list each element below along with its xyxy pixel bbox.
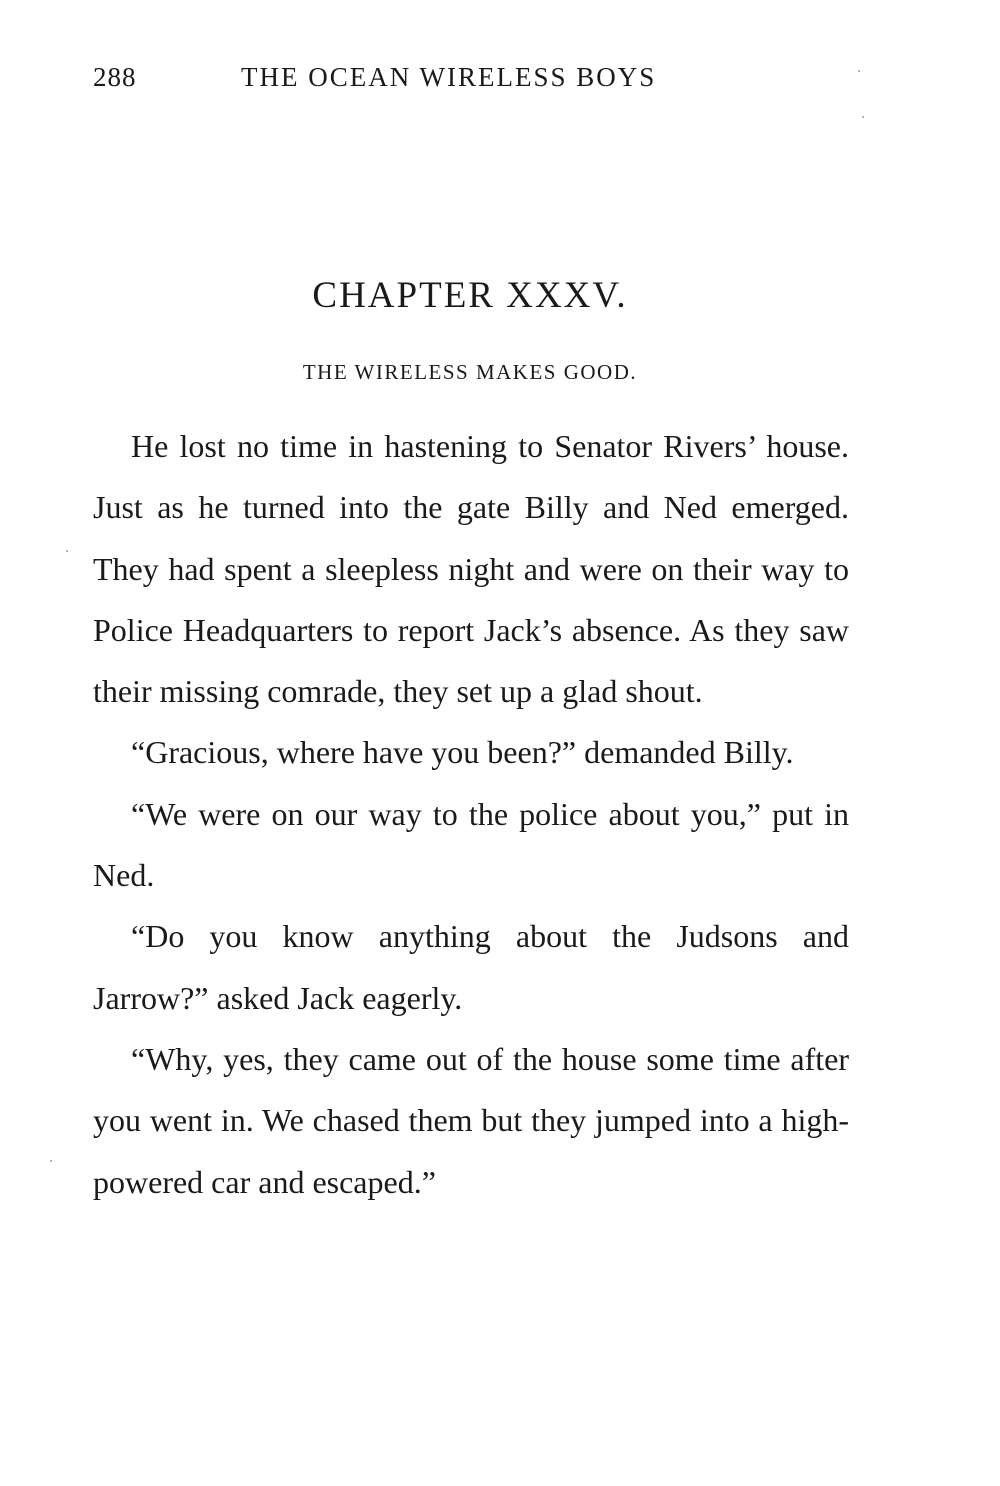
paragraph: “Do you know anything about the Judsons and Jarrow?” asked Jack eagerly. (93, 918, 849, 1016)
scan-speck (66, 550, 68, 552)
book-title: THE OCEAN WIRELESS BOYS (241, 62, 657, 92)
paragraph: “Gracious, where have you been?” demanded Billy. (131, 734, 794, 771)
running-head (93, 62, 853, 98)
paragraph: He lost no time in hastening to Senator Rivers’ house. Just as he turned into the gate Billy and Ned emerged. They had spent a sleepless night and were on their way to Police Headquarters to report Jack’s absence. As they saw their missing comrade, they set up a glad shout. (93, 428, 849, 710)
chapter-subtitle: THE WIRELESS MAKES GOOD. (302, 360, 638, 384)
paragraph: “We were on our way to the police about you,” put in Ned. (93, 795, 849, 894)
page-number: 288 (93, 62, 137, 92)
scan-speck (50, 1160, 52, 1162)
paragraph: “Why, yes, they came out of the house some time after you went in. We chased them but they jumped into a high-powered car and escaped.” (93, 1040, 849, 1200)
scan-speck (862, 116, 864, 118)
scan-speck (858, 70, 860, 72)
chapter-heading: CHAPTER XXXV. (312, 275, 628, 316)
body-text (93, 416, 849, 1213)
